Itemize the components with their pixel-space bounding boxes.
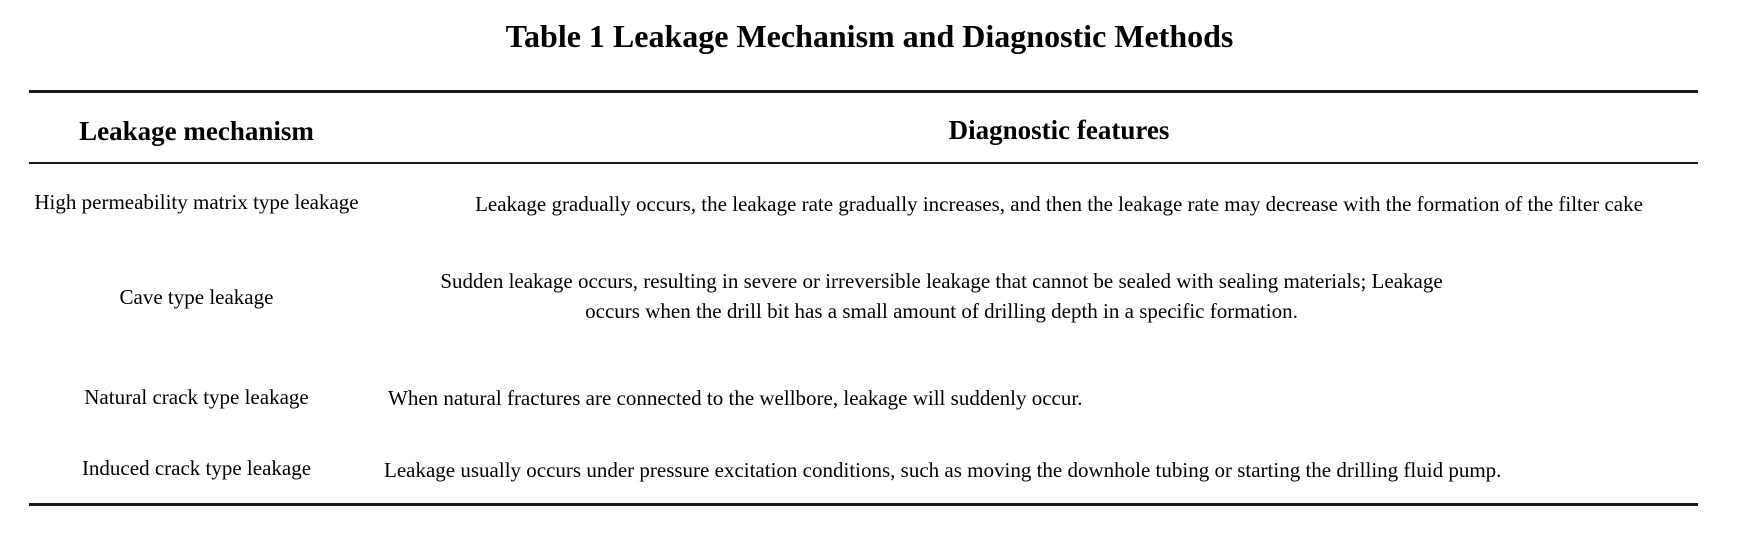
- row-1-mechanism: High permeability matrix type leakage: [34, 190, 359, 214]
- row-4-features: Leakage usually occurs under pressure excitation conditions, such as moving the downhole tubing or starting the drilling fluid pump.: [384, 458, 1502, 482]
- row-1-features: Leakage gradually occurs, the leakage rate gradually increases, and then the leakage rate may decrease with the formation of the filter cake: [475, 192, 1643, 216]
- row-2-features-line-2: occurs when the drill bit has a small amount of drilling depth in a specific formation.: [585, 299, 1298, 323]
- header-diagnostic-features: Diagnostic features: [948, 115, 1170, 145]
- row-3-features: When natural fractures are connected to the wellbore, leakage will suddenly occur.: [388, 386, 1083, 410]
- row-2-features-line-1: Sudden leakage occurs, resulting in severe or irreversible leakage that cannot be sealed with sealing materials; Leakage: [440, 269, 1443, 293]
- top-rule: [29, 90, 1698, 93]
- header-leakage-mechanism: Leakage mechanism: [79, 116, 314, 146]
- row-2-mechanism: Cave type leakage: [119, 285, 274, 309]
- table-title: Table 1 Leakage Mechanism and Diagnostic Methods: [505, 18, 1234, 54]
- bottom-rule: [29, 503, 1698, 506]
- header-rule: [29, 162, 1698, 164]
- row-4-mechanism: Induced crack type leakage: [81, 456, 312, 480]
- row-3-mechanism: Natural crack type leakage: [84, 385, 309, 409]
